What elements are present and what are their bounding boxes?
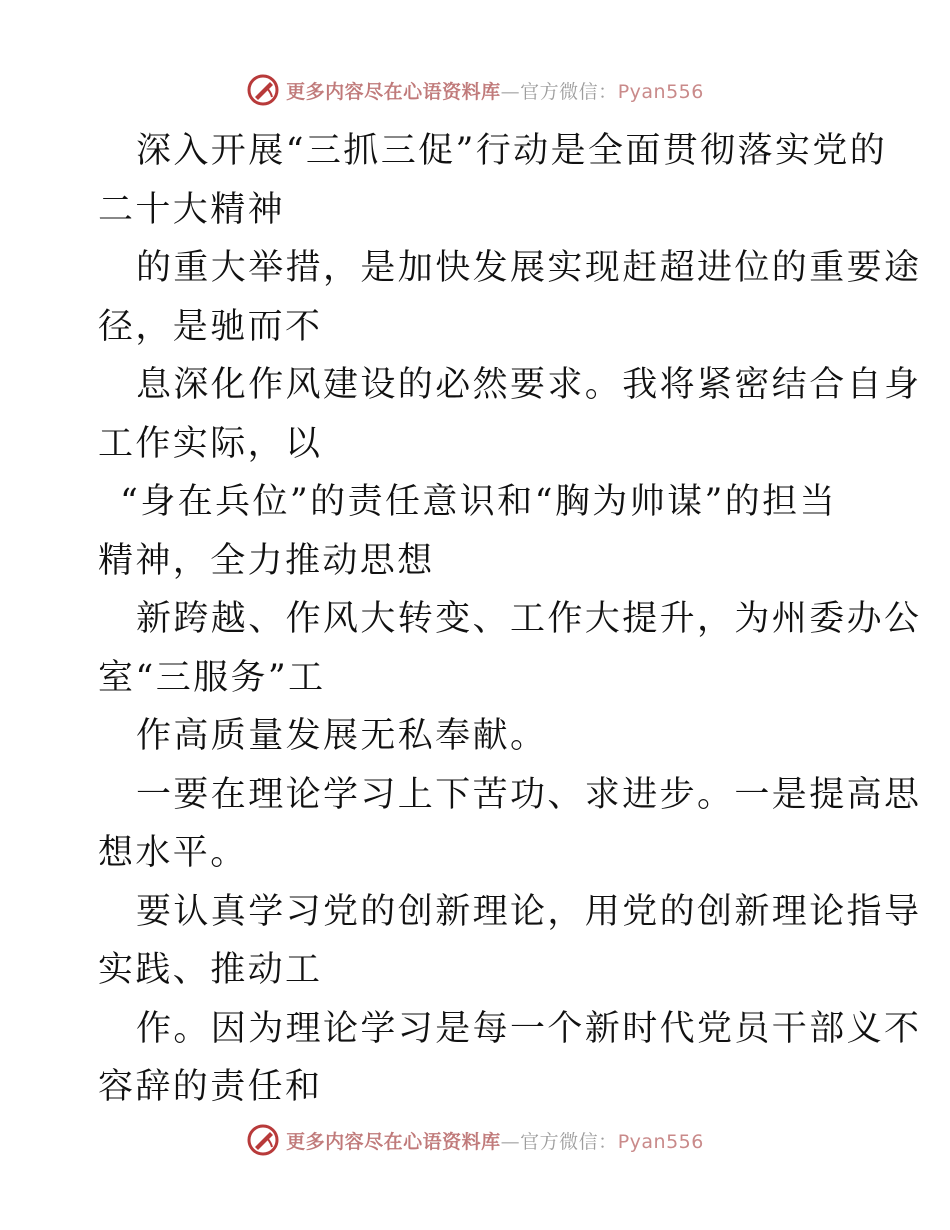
body-line: 息深化作风建设的必然要求。我将紧密结合自身 <box>136 365 922 405</box>
body-line: 精神，全力推动思想 <box>98 540 435 581</box>
watermark-text: 更多内容尽在心语资料库—官方微信：Pyan556 <box>286 1130 704 1153</box>
body-line: 作高质量发展无私奉献。 <box>136 716 548 756</box>
header-watermark <box>0 70 950 110</box>
body-line: 想水平。 <box>98 833 248 873</box>
body-line: 径，是驰而不 <box>98 306 323 347</box>
body-line: 深入开展“三抓三促”行动是全面贯彻落实党的 <box>136 131 888 171</box>
body-line: 作。因为理论学习是每一个新时代党员干部义不 <box>136 1008 922 1049</box>
body-line: 新跨越、作风大转变、工作大提升，为州委办公 <box>136 599 922 639</box>
body-line: “身在兵位”的责任意识和“胸为帅谋”的担当 <box>120 482 837 522</box>
watermark-text: 更多内容尽在心语资料库—官方微信：Pyan556 <box>286 80 704 103</box>
body-line: 二十大精神 <box>98 189 286 230</box>
body-line: 工作实际，以 <box>98 423 323 464</box>
body-line: 室“三服务”工 <box>98 657 326 698</box>
logo-icon <box>246 1123 280 1157</box>
logo-icon <box>246 73 280 107</box>
body-line: 要认真学习党的创新理论，用党的创新理论指导 <box>136 891 922 932</box>
body-line: 容辞的责任和 <box>98 1067 323 1107</box>
body-line: 一要在理论学习上下苦功、求进步。一是提高思 <box>136 774 922 815</box>
body-line: 实践、推动工 <box>98 950 323 990</box>
footer-watermark <box>0 1120 950 1160</box>
document-body <box>98 122 922 1117</box>
body-line: 的重大举措，是加快发展实现赶超进位的重要途 <box>136 248 922 288</box>
